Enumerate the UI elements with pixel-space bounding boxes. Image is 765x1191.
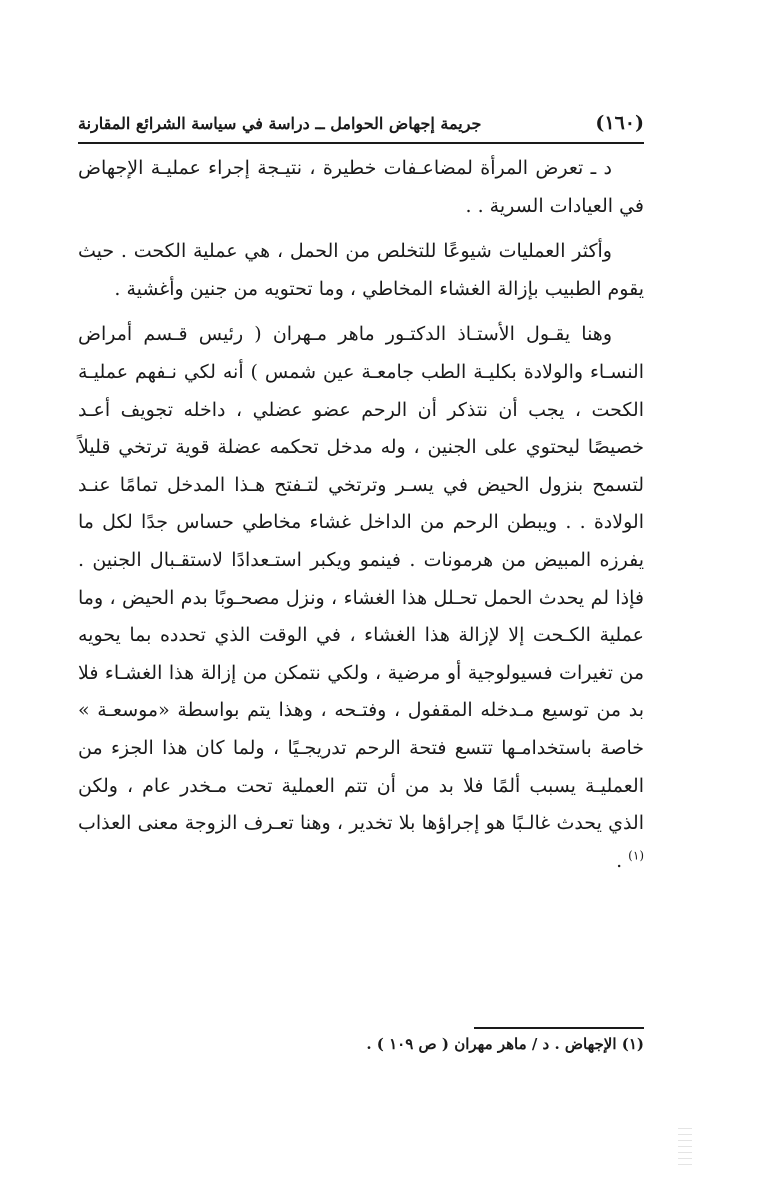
footnote: (١) الإجهاض . د / ماهر مهران ( ص ١٠٩ ) . xyxy=(366,1035,644,1053)
page-number: (١٦٠) xyxy=(595,112,644,134)
running-title: جريمة إجهاض الحوامل ــ دراسة في سياسة الشرائع المقارنة xyxy=(78,114,482,133)
paragraph-quote xyxy=(78,316,644,880)
paragraph-text: د ـ تعرض المرأة لمضاعـفات خطيرة ، نتيـجة إجراء عمليـة الإجهاض في العيادات السرية . . xyxy=(78,157,644,217)
paragraph-curettage xyxy=(78,233,644,308)
scan-edge-mark xyxy=(678,1128,692,1168)
paragraph-text: وأكثر العمليات شيوعًا للتخلص من الحمل ، هي عملية الكحت . حيث يقوم الطبيب بإزالة الغشاء المخاطي ، وما تحتويه من جنين وأغشية . xyxy=(78,240,644,300)
paragraph-tail: . xyxy=(616,849,629,872)
running-header xyxy=(78,108,644,142)
main-text xyxy=(78,150,644,880)
footnote-divider xyxy=(474,1027,644,1029)
paragraph-complication xyxy=(78,150,644,225)
paragraph-text: وهنا يقـول الأستـاذ الدكتـور ماهر مـهران ( رئيس قـسم أمراض النسـاء والولادة بكليـة الطب جامعـة عين شمس ) أنه لكي نـفهم عمليـة الكحت ، يجب أن نتذكر أن الرحم عضو عضلي ، داخله تجويف أعـد خصيصًا ليحتوي على الجنين ، وله مدخل تحكمه عضلة قوية ترتخي قليلاً لتسمح بنزول الحيض في يسـر وترتخي لتـفتح هـذا المدخل تمامًا عنـد الولادة . . ويبطن الرحم من الداخل غشاء مخاطي حساس جدًا لكل ما يفرزه المبيض من هرمونات . فينمو ويكبر استـعدادًا لاستقـبال الجنين . فإذا لم يحدث الحمل تحـلل هذا الغشاء ، ونزل مصحـوبًا بدم الحيض ، وما عملية الكـحت إلا لإزالة هذا الغشاء ، في الوقت الذي تحدده بما يحويه من تغيرات فسيولوجية أو مرضية ، ولكي نتمكن من إزالة هذا الغشـاء فلا بد من توسيع مـدخله المقفول ، وفتـحه ، وهذا يتم بواسطة «موسعـة » خاصة باستخدامـها تتسع فتحة الرحم تدريجـيًا ، ولما كان هذا الجزء من العمليـة يسبب ألمًا فلا بد من أن تتم العملية تحت مـخدر عام ، ولكن الذي يحدث غالـبًا هو إجراؤها بلا تخدير ، وهنا تعـرف الزوجة معنى العذاب xyxy=(78,323,644,835)
footnote-reference: (١) xyxy=(628,848,644,863)
header-divider xyxy=(78,142,644,144)
